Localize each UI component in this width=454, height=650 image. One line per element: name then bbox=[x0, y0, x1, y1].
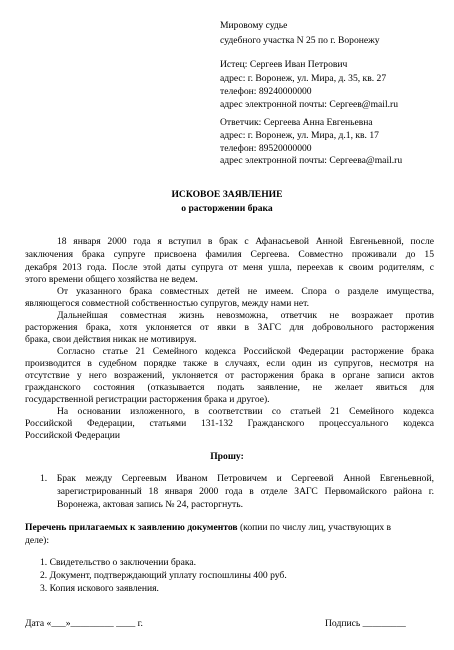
request-heading: Прошу: bbox=[210, 451, 244, 462]
body-line: производится в судебном порядке также в случаях, если один из супругов, несмотря на bbox=[25, 358, 434, 369]
body-line: Российской Федерации bbox=[25, 430, 120, 441]
body-line: расторжения брака, хотя уклоняется от явки в ЗАГС для добровольного расторжения bbox=[25, 322, 434, 333]
addressee-line-1: Мировому судье bbox=[220, 20, 288, 31]
signature-field: Подпись _________ bbox=[325, 618, 406, 629]
attachments-heading-line bbox=[25, 522, 391, 534]
addressee-line-2: судебного участка N 25 по г. Воронежу bbox=[220, 35, 380, 46]
body-line: отсутствие у него возражений, уклоняется от расторжения брака в органе записи актов bbox=[25, 370, 434, 381]
attachment-item: 3. Копия искового заявления. bbox=[40, 583, 159, 594]
plaintiff-email: адрес электронной почты: Сергеев@mail.ru bbox=[220, 99, 399, 110]
body-line: 18 января 2000 года я вступил в брак с Афанасьевой Анной Евгеньевной, после bbox=[57, 236, 434, 247]
request-item-cont: Воронежа, актовая запись № 24, расторгнуть. bbox=[57, 499, 243, 510]
body-line: гражданского состояния (отказывается подать заявление, не желает явиться для bbox=[25, 382, 434, 393]
body-line: От указанного брака совместных детей не имеем. Спора о разделе имущества, bbox=[57, 286, 434, 297]
document-title: ИСКОВОЕ ЗАЯВЛЕНИЕ bbox=[171, 189, 283, 200]
document-subtitle: о расторжении брака bbox=[181, 203, 273, 214]
plaintiff-address: адрес: г. Воронеж, ул. Мира, д. 35, кв. 27 bbox=[220, 73, 387, 84]
body-line: декабря 2013 года. После этой даты супруга от меня ушла, переехав к своим родителям, с bbox=[25, 262, 434, 273]
request-item-cont: зарегистрированный 18 января 2000 года в отделе ЗАГС Первомайского района г. bbox=[57, 486, 434, 497]
date-field: Дата «___»_________ ____ г. bbox=[25, 618, 143, 629]
body-line: Дальнейшая совместная жизнь невозможна, ответчик не возражает против bbox=[57, 310, 434, 321]
plaintiff-name: Истец: Сергеев Иван Петрович bbox=[220, 59, 348, 70]
attachment-item: 1. Свидетельство о заключении брака. bbox=[40, 557, 197, 568]
body-line: Согласно статье 21 Семейного кодекса Российской Федерации расторжение брака bbox=[57, 346, 434, 357]
body-line: являющегося совместной собственностью супругов, между нами нет. bbox=[25, 298, 309, 309]
attachments-note: (копии по числу лиц, участвующих в bbox=[237, 522, 392, 533]
attachment-item: 2. Документ, подтверждающий уплату госпошлины 400 руб. bbox=[40, 570, 287, 581]
defendant-email: адрес электронной почты: Сергеева@mail.ru bbox=[220, 155, 403, 166]
body-line: брака, свои действия никак не мотивируя. bbox=[25, 334, 197, 345]
defendant-name: Ответчик: Сергеева Анна Евгеньевна bbox=[220, 117, 373, 128]
body-line: государственной регистрации расторжения брака и другое). bbox=[25, 394, 270, 405]
body-line: этого времени общего хозяйства не ведем. bbox=[25, 274, 198, 285]
defendant-phone: телефон: 89520000000 bbox=[220, 143, 312, 154]
body-line: Российской Федерации, статьями 131-132 Гражданского процессуального кодекса bbox=[25, 418, 434, 429]
body-line: заключения брака супруге присвоена фамилия Сергеева. Совместно проживали до 15 bbox=[25, 249, 434, 260]
defendant-address: адрес: г. Воронеж, ул. Мира, д.1, кв. 17 bbox=[220, 130, 379, 141]
attachments-note-cont: деле): bbox=[25, 535, 50, 546]
body-line: На основании изложенного, в соответствии со статьей 21 Семейного кодекса bbox=[57, 406, 434, 417]
attachments-heading: Перечень прилагаемых к заявлению документов bbox=[25, 522, 238, 533]
plaintiff-phone: телефон: 89240000000 bbox=[220, 86, 312, 97]
request-item: 1. Брак между Сергеевым Иваном Петровичем и Сергеевой Анной Евгеньевной, bbox=[40, 473, 434, 484]
